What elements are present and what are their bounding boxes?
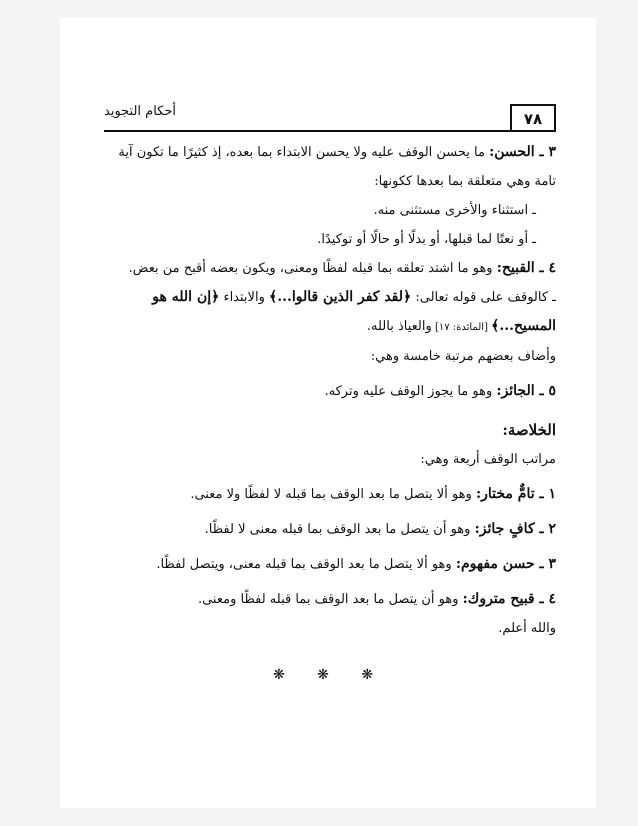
fifth-level-intro: وأضاف بعضهم مرتبة خامسة وهي: [370, 349, 556, 364]
hasan-sub-2: ـ أو نعتًا لما قبلها، أو بدلًا أو حالًا أو توكيدًا. [317, 232, 536, 247]
summary-item-term: ٢ ـ كافٍ جائز: [474, 521, 556, 537]
qabih-example-mid: والابتداء [219, 290, 269, 305]
summary-item-term: ١ ـ تامٌّ مختار: [475, 486, 556, 502]
spacer [104, 406, 556, 416]
summary-item [104, 550, 556, 579]
qabih-term: ٤ ـ القبيح: [496, 260, 556, 276]
summary-item-text: وهو ألا يتصل ما بعد الوقف بما قبله معنى، ويتصل لفظًا. [156, 557, 456, 572]
quran-quote-1: ﴿لقد كفر الذين قالوا...﴾ [269, 289, 412, 305]
qabih-example-end: والعياذ بالله. [366, 319, 432, 334]
summary-item [104, 515, 556, 544]
summary-title: الخلاصة: [502, 421, 556, 439]
surah-reference: [المائدة: ١٧] [431, 322, 492, 333]
summary-item [104, 480, 556, 509]
qabih-example [104, 283, 556, 342]
quran-quote-2: ﴿إن الله هو المسيح...﴾ [152, 289, 556, 334]
summary-item-text: وهو أن يتصل ما بعد الوقف بما قبله معنى لا لفظًا. [204, 522, 475, 537]
book-page [60, 18, 596, 808]
closing-phrase: والله أعلم. [498, 621, 556, 636]
jaiz-paragraph [104, 377, 556, 406]
qabih-paragraph [104, 254, 556, 283]
page-header [104, 98, 556, 132]
page-body [104, 138, 556, 690]
summary-intro: مراتب الوقف أربعة وهي: [420, 452, 556, 467]
jaiz-term: ٥ ـ الجائز: [496, 383, 556, 399]
summary-item-term: ٤ ـ قبيح متروك: [462, 591, 556, 607]
summary-item-text: وهو أن يتصل ما بعد الوقف بما قبله لفظًا ومعنى. [197, 592, 463, 607]
hasan-paragraph [104, 138, 556, 196]
header-rule [104, 130, 556, 132]
qabih-example-start: ـ كالوقف على قوله تعالى: [411, 290, 556, 305]
running-title: أحكام التجويد [104, 104, 177, 119]
summary-item-text: وهو ألا يتصل ما بعد الوقف بما قبله لا لفظًا ولا معنى. [190, 487, 476, 502]
hasan-definition: ما يحسن الوقف عليه ولا يحسن الابتداء بما بعده، إذ كثيرًا ما تكون آية تامة وهي متعلقة بما بعدها ككونها: [118, 145, 556, 189]
text-area [104, 18, 556, 808]
qabih-definition: وهو ما اشتد تعلقه بما قبله لفظًا ومعنى، ويكون بعضه أقبح من بعض. [128, 261, 497, 276]
jaiz-definition: وهو ما يجوز الوقف عليه وتركه. [324, 384, 497, 399]
page-number: ٧٨ [510, 104, 556, 132]
summary-item-term: ٣ ـ حسن مفهوم: [455, 556, 556, 572]
hasan-sub-1: ـ استثناء والأخرى مستثنى منه. [373, 203, 536, 218]
summary-item [104, 585, 556, 614]
section-separator-stars: ❋ ❋ ❋ [272, 667, 388, 683]
hasan-term: ٣ ـ الحسن: [489, 144, 556, 160]
